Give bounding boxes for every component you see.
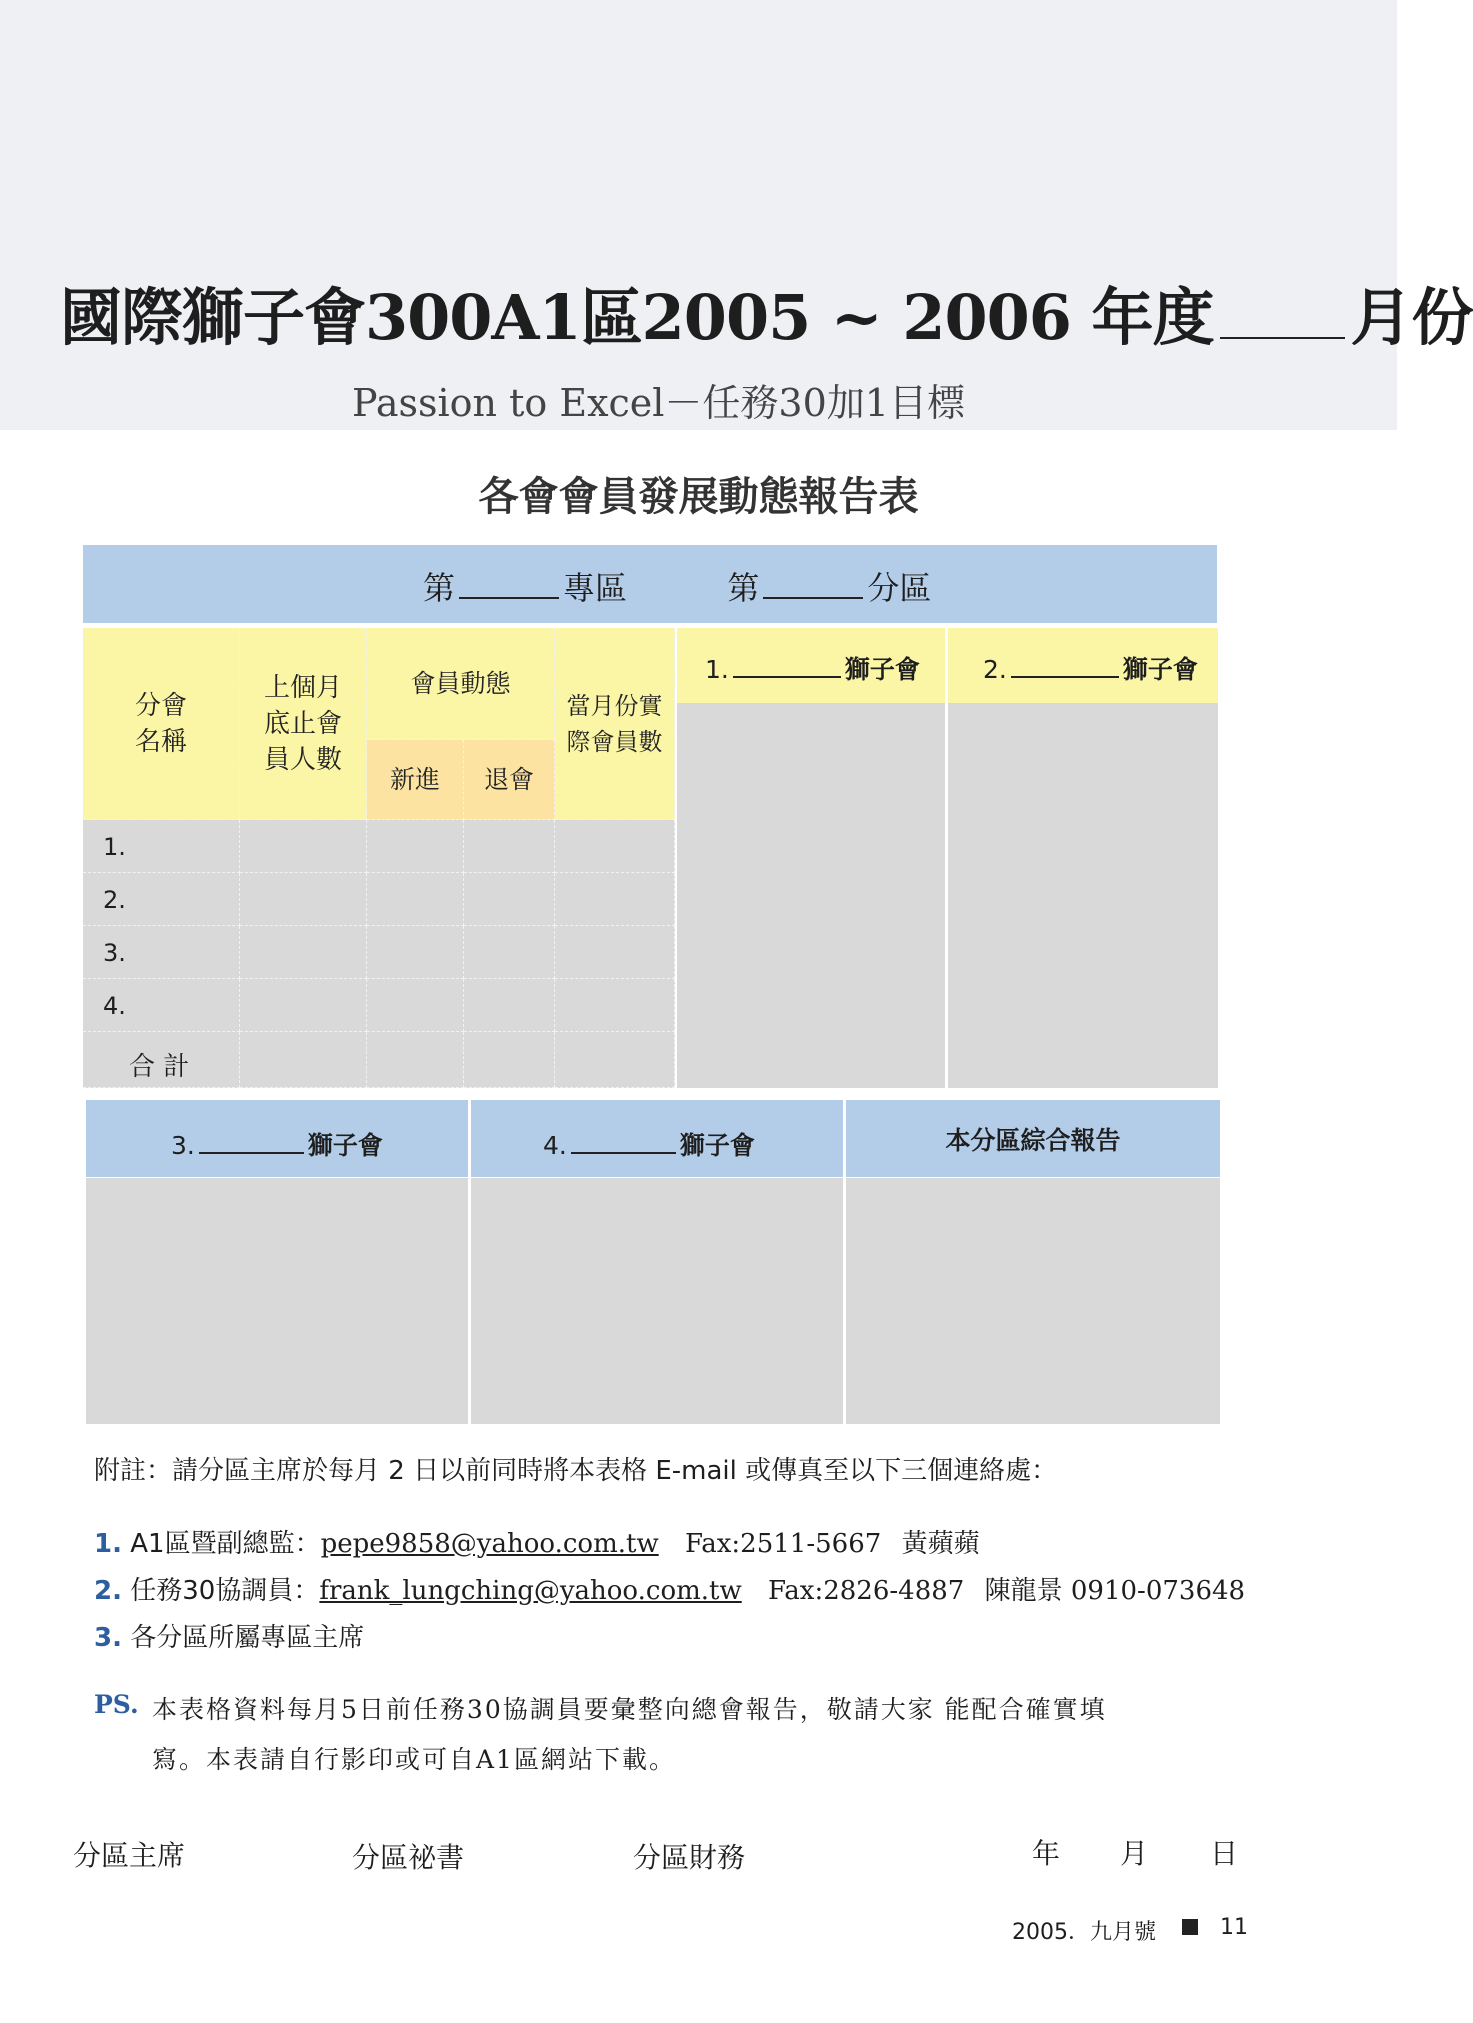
- ps-line-1: 本表格資料每月5日前任務30協調員要彙整向總會報告，敬請大家 能配合確實填: [152, 1695, 1107, 1724]
- summary-report-body[interactable]: [846, 1178, 1220, 1424]
- title-suffix: 月份: [1350, 281, 1473, 354]
- table-cell[interactable]: [464, 873, 555, 926]
- sig-treasurer: 分區財務: [633, 1841, 746, 1874]
- table-cell[interactable]: [240, 979, 367, 1032]
- header-leave: 退會: [464, 740, 555, 820]
- table-cell[interactable]: [240, 926, 367, 979]
- table-row[interactable]: 1.: [83, 820, 240, 873]
- region-label: 第: [727, 569, 760, 607]
- club-2-blank[interactable]: [1011, 676, 1119, 678]
- contact-1: 1. A1區暨副總監：pepe9858@yahoo.com.tw Fax:2511-5667 黃蘋蘋: [94, 1529, 980, 1559]
- ps-line-2: 寫。本表請自行影印或可自A1區網站下載。: [152, 1745, 676, 1774]
- table-cell[interactable]: [240, 1032, 367, 1088]
- region-bar: [83, 545, 1217, 623]
- title-month-blank: [1220, 329, 1345, 339]
- club-box-3-body[interactable]: [86, 1178, 468, 1424]
- contact-1-email[interactable]: pepe9858@yahoo.com.tw: [320, 1529, 659, 1559]
- page-number: 11: [1220, 1915, 1248, 1940]
- date-year: 年: [1032, 1837, 1061, 1870]
- sig-chair: 分區主席: [73, 1839, 186, 1872]
- table-cell[interactable]: [240, 873, 367, 926]
- contact-2: 2. 任務30協調員：frank_lungching@yahoo.com.tw Fax:2826-4887 陳龍景 0910-073648: [94, 1576, 1246, 1606]
- club-box-4-body[interactable]: [471, 1178, 843, 1424]
- club-4-blank[interactable]: [571, 1152, 676, 1154]
- member-table-body: [83, 820, 675, 1088]
- square-bullet-icon: [1182, 1919, 1198, 1935]
- page-subtitle: Passion to Excel－任務30加1目標: [352, 381, 965, 425]
- table-cell[interactable]: [464, 1032, 555, 1088]
- table-cell[interactable]: [464, 979, 555, 1032]
- table-cell[interactable]: [367, 979, 464, 1032]
- table-cell[interactable]: [367, 1032, 464, 1088]
- table-row[interactable]: 4.: [83, 979, 240, 1032]
- table-cell[interactable]: [555, 979, 675, 1032]
- zone-blank[interactable]: [459, 597, 559, 599]
- club-box-2-header: 2. 獅子會: [948, 628, 1218, 703]
- table-cell[interactable]: [555, 1032, 675, 1088]
- notes-intro: 附註：請分區主席於每月 2 日以前同時將本表格 E-mail 或傳真至以下三個連絡處：: [94, 1456, 1058, 1486]
- club-box-4-header: 4. 獅子會: [471, 1100, 843, 1177]
- table-cell[interactable]: [367, 873, 464, 926]
- title-text: 國際獅子會300A1區2005 ~ 2006 年度: [60, 281, 1214, 354]
- table-cell[interactable]: [367, 820, 464, 873]
- region-blank[interactable]: [763, 597, 863, 599]
- date-month: 月: [1120, 1837, 1149, 1870]
- table-cell[interactable]: [555, 873, 675, 926]
- page-title: [60, 268, 1473, 357]
- header-last-month: 上個月底止會員人數: [240, 628, 367, 820]
- table-row[interactable]: 3.: [83, 926, 240, 979]
- summary-report-header: 本分區綜合報告: [846, 1100, 1220, 1177]
- form-title: 各會會員發展動態報告表: [478, 474, 919, 520]
- header-new: 新進: [367, 740, 464, 820]
- header-band: [0, 0, 1397, 430]
- region-suffix: 分區: [867, 569, 932, 607]
- table-cell[interactable]: [555, 820, 675, 873]
- contact-2-email[interactable]: frank_lungching@yahoo.com.tw: [319, 1576, 742, 1606]
- table-cell[interactable]: [367, 926, 464, 979]
- zone-label: 第: [423, 569, 456, 607]
- club-box-2-body[interactable]: [948, 703, 1218, 1088]
- date-day: 日: [1210, 1837, 1239, 1870]
- club-box-3-header: 3. 獅子會: [86, 1100, 468, 1177]
- header-member-change: 會員動態: [367, 628, 555, 740]
- table-cell[interactable]: [240, 820, 367, 873]
- club-3-blank[interactable]: [199, 1152, 304, 1154]
- table-cell[interactable]: [464, 820, 555, 873]
- club-box-1-header: 1. 獅子會: [677, 628, 945, 703]
- sig-secretary: 分區祕書: [352, 1841, 465, 1874]
- zone-suffix: 專區: [563, 569, 628, 607]
- club-1-blank[interactable]: [733, 676, 841, 678]
- contact-3: 3. 各分區所屬專區主席: [94, 1623, 365, 1653]
- header-club-name: 分會名稱: [83, 628, 240, 820]
- region-fields: [423, 563, 931, 609]
- table-cell[interactable]: [555, 926, 675, 979]
- ps-note: PS.: [94, 1690, 139, 1719]
- table-cell[interactable]: [464, 926, 555, 979]
- club-box-1-body[interactable]: [677, 703, 945, 1088]
- header-actual: 當月份實際會員數: [555, 628, 675, 820]
- footer-issue: 2005．九月號: [1012, 1920, 1156, 1945]
- table-row-total[interactable]: 合 計: [83, 1032, 240, 1088]
- table-row[interactable]: 2.: [83, 873, 240, 926]
